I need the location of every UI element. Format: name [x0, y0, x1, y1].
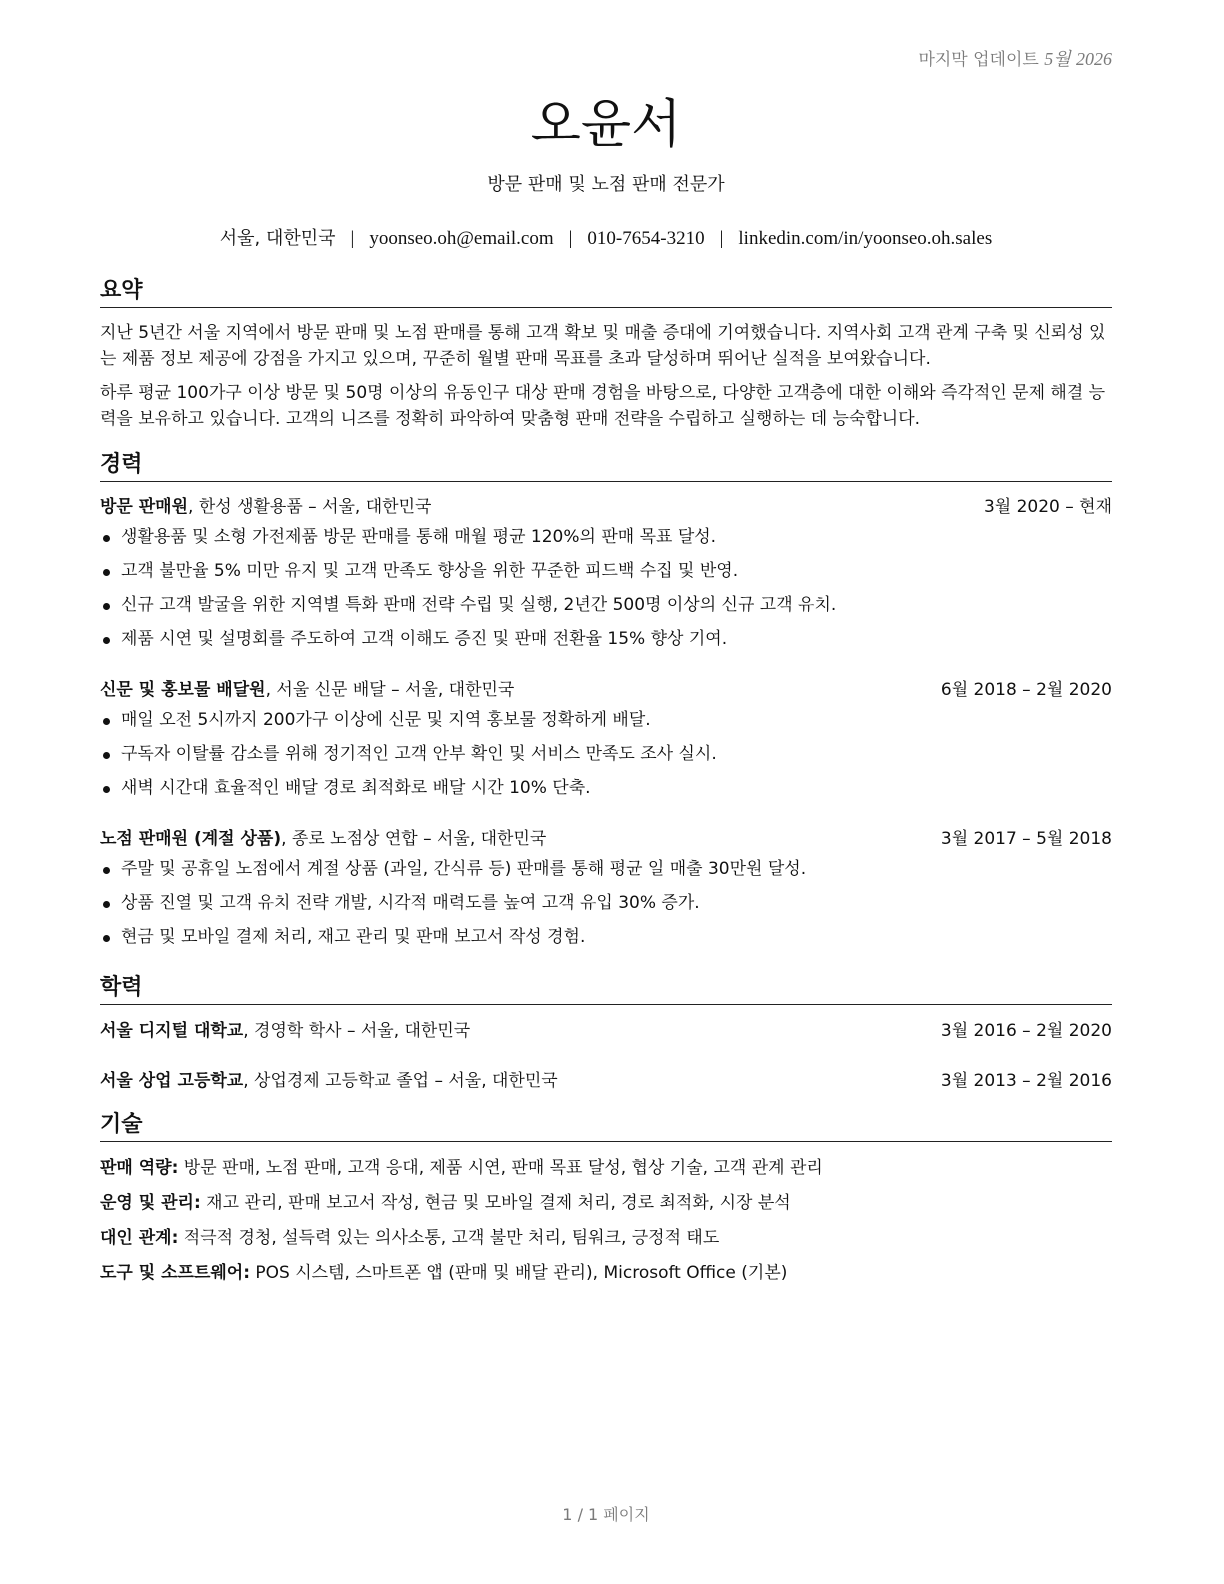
contact-separator: |: [350, 228, 355, 249]
last-updated-month: 5월: [1044, 49, 1071, 69]
bullet-item: 주말 및 공휴일 노점에서 계절 상품 (과일, 간식류 등) 판매를 통해 평균 일 매출 30만원 달성.: [100, 856, 1112, 882]
page-number: 1 / 1 페이지: [562, 1505, 650, 1524]
education-date: 3월 2016 – 2월 2020: [940, 1021, 1112, 1041]
experience-entry: [100, 494, 1112, 652]
experience-entry: [100, 826, 1112, 950]
entry-role: 노점 판매원 (계절 상품): [100, 829, 282, 849]
bullet-list: [100, 856, 1112, 950]
section-title-education: 학력: [100, 973, 1112, 1005]
last-updated-prefix: 마지막 업데이트: [918, 50, 1039, 70]
bullet-item: 생활용품 및 소형 가전제품 방문 판매를 통해 매월 평균 120%의 판매 목표 달성.: [100, 524, 1112, 550]
entry-role: 방문 판매원: [100, 497, 189, 517]
entry-org: , 서울 신문 배달 – 서울, 대한민국: [265, 680, 515, 700]
section-title-skills: 기술: [100, 1110, 1112, 1142]
education-school: 서울 상업 고등학교: [100, 1071, 244, 1091]
education-entry: [100, 1068, 1112, 1094]
education-detail: , 경영학 학사 – 서울, 대한민국: [243, 1021, 471, 1041]
skill-value: POS 시스템, 스마트폰 앱 (판매 및 배달 관리), Microsoft Office (기본): [250, 1263, 788, 1283]
skill-label: 판매 역량:: [100, 1158, 179, 1178]
candidate-headline: 방문 판매 및 노점 판매 전문가: [487, 174, 725, 195]
skill-row: [100, 1190, 1112, 1216]
bullet-item: 구독자 이탈률 감소를 위해 정기적인 고객 안부 확인 및 서비스 만족도 조사 실시.: [100, 741, 1112, 767]
resume-page: [100, 0, 1112, 1584]
entry-date: 3월 2017 – 5월 2018: [940, 829, 1112, 849]
entry-header: [100, 494, 1112, 520]
entry-header: [100, 826, 1112, 852]
bullet-item: 매일 오전 5시까지 200가구 이상에 신문 및 지역 홍보물 정확하게 배달.: [100, 707, 1112, 733]
skill-label: 대인 관계:: [100, 1228, 179, 1248]
experience-section: [100, 450, 1112, 950]
entry-org: , 종로 노점상 연합 – 서울, 대한민국: [281, 829, 547, 849]
bullet-item: 현금 및 모바일 결제 처리, 재고 관리 및 판매 보고서 작성 경험.: [100, 924, 1112, 950]
section-title-experience: 경력: [100, 450, 1112, 482]
skill-value: 방문 판매, 노점 판매, 고객 응대, 제품 시연, 판매 목표 달성, 협상 기술, 고객 관계 관리: [178, 1158, 823, 1178]
contact-location: 서울, 대한민국: [219, 228, 336, 249]
entry-header: [100, 677, 1112, 703]
summary-paragraph: 하루 평균 100가구 이상 방문 및 50명 이상의 유동인구 대상 판매 경험을 바탕으로, 다양한 고객층에 대한 이해와 즉각적인 문제 해결 능력을 보유하고 있습니다. 고객의 니즈를 정확히 파악하여 맞춤형 판매 전략을 수립하고 실행하는 데 능숙합니다.: [100, 383, 1106, 429]
bullet-item: 제품 시연 및 설명회를 주도하여 고객 이해도 증진 및 판매 전환율 15% 향상 기여.: [100, 626, 1112, 652]
last-updated: [918, 45, 1112, 71]
skills-section: [100, 1110, 1112, 1286]
skill-value: 재고 관리, 판매 보고서 작성, 현금 및 모바일 결제 처리, 경로 최적화, 시장 분석: [200, 1193, 791, 1213]
skill-label: 도구 및 소프트웨어:: [100, 1263, 251, 1283]
skill-row: [100, 1155, 1112, 1181]
education-detail: , 상업경제 고등학교 졸업 – 서울, 대한민국: [243, 1071, 558, 1091]
contact-separator: |: [719, 228, 724, 249]
contact-line: [100, 224, 1112, 250]
entry-org: , 한성 생활용품 – 서울, 대한민국: [188, 497, 432, 517]
bullet-list: [100, 707, 1112, 801]
skill-label: 운영 및 관리:: [100, 1193, 201, 1213]
entry-date: 3월 2020 – 현재: [983, 497, 1112, 517]
skill-row: [100, 1225, 1112, 1251]
bullet-item: 상품 진열 및 고객 유치 전략 개발, 시각적 매력도를 높여 고객 유입 30% 증가.: [100, 890, 1112, 916]
contact-linkedin[interactable]: linkedin.com/in/yoonseo.oh.sales: [738, 228, 993, 249]
summary-section: [100, 276, 1112, 432]
experience-entry: [100, 677, 1112, 801]
bullet-item: 고객 불만율 5% 미만 유지 및 고객 만족도 향상을 위한 꾸준한 피드백 수집 및 반영.: [100, 558, 1112, 584]
education-date: 3월 2013 – 2월 2016: [940, 1071, 1112, 1091]
bullet-item: 새벽 시간대 효율적인 배달 경로 최적화로 배달 시간 10% 단축.: [100, 775, 1112, 801]
last-updated-year: 2026: [1076, 49, 1112, 69]
section-title-summary: 요약: [100, 276, 1112, 308]
contact-email[interactable]: yoonseo.oh@email.com: [369, 228, 554, 249]
bullet-item: 신규 고객 발굴을 위한 지역별 특화 판매 전략 수립 및 실행, 2년간 500명 이상의 신규 고객 유치.: [100, 592, 1112, 618]
skill-value: 적극적 경청, 설득력 있는 의사소통, 고객 불만 처리, 팀워크, 긍정적 태도: [178, 1228, 720, 1248]
education-school: 서울 디지털 대학교: [100, 1021, 244, 1041]
bullet-list: [100, 524, 1112, 652]
skill-row: [100, 1260, 1112, 1286]
contact-separator: |: [568, 228, 573, 249]
entry-role: 신문 및 홍보물 배달원: [100, 680, 266, 700]
entry-date: 6월 2018 – 2월 2020: [940, 680, 1112, 700]
candidate-name: 오윤서: [530, 95, 682, 155]
education-entry: [100, 1018, 1112, 1044]
summary-paragraph: 지난 5년간 서울 지역에서 방문 판매 및 노점 판매를 통해 고객 확보 및 매출 증대에 기여했습니다. 지역사회 고객 관계 구축 및 신뢰성 있는 제품 정보 제공에 강점을 가지고 있으며, 꾸준히 월별 판매 목표를 초과 달성하며 뛰어난 실적을 보여왔습니다.: [100, 323, 1106, 369]
education-section: [100, 973, 1112, 1094]
contact-phone[interactable]: 010-7654-3210: [587, 228, 705, 249]
